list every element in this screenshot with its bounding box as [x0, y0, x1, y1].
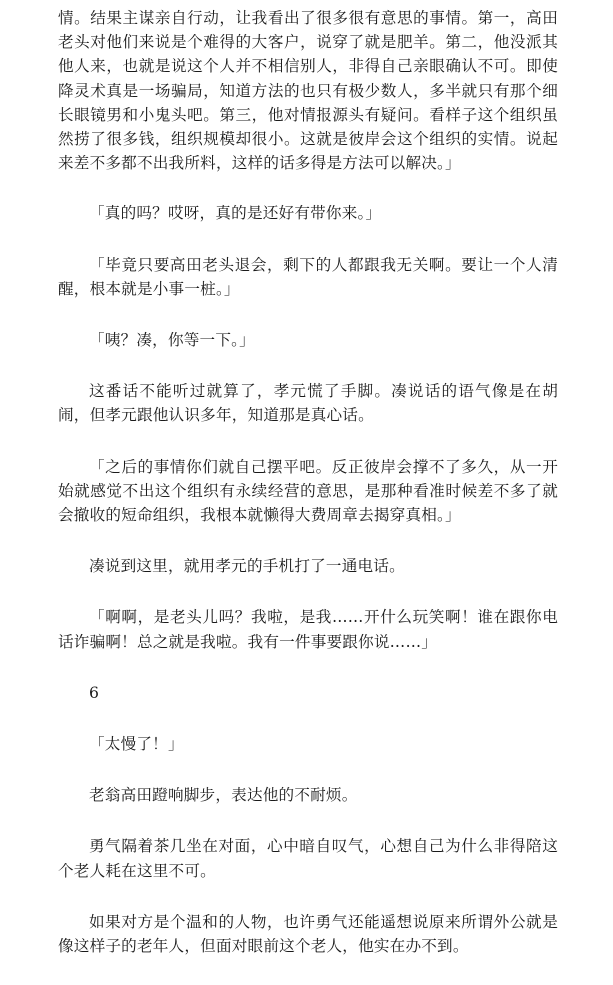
paragraph-3: 「毕竟只要高田老头退会，剩下的人都跟我无关啊。要让一个人清醒，根本就是小事一桩。」: [58, 255, 558, 298]
paragraph-1: 情。结果主谋亲自行动，让我看出了很多很有意思的事情。第一，高田老头对他们来说是个难得的大客户，说穿了就是肥羊。第二，他没派其他人来，也就是说这个人并不相信别人，非得自己亲眼确认不可。即使降灵术真是一场骗局，知道方法的也只有极少数人，多半就只有那个细长眼镜男和小鬼头吧。第三，他对情报源头有疑问。看样子这个组织虽然捞了很多钱，组织规模却很小。这就是彼岸会这个组织的实情。说起来差不多都不出我所料，这样的话多得是方法可以解决。」: [58, 9, 558, 173]
paragraph-8: 「啊啊，是老头儿吗？我啦，是我……开什么玩笑啊！谁在跟你电话诈骗啊！总之就是我啦。我有一件事要跟你说……」: [58, 608, 558, 651]
paragraph-6: 「之后的事情你们就自己摆平吧。反正彼岸会撑不了多久，从一开始就感觉不出这个组织有永续经营的意思，是那种看准时候差不多了就会撤收的短命组织，我根本就懒得大费周章去揭穿真相。」: [58, 457, 558, 525]
paragraph-4: 「咦？凑，你等一下。」: [89, 331, 255, 350]
document-page: [58, 6, 558, 985]
paragraph-7: 凑说到这里，就用孝元的手机打了一通电话。: [89, 557, 405, 576]
paragraph-10: 老翁高田蹬响脚步，表达他的不耐烦。: [89, 786, 358, 805]
paragraph-12: 如果对方是个温和的人物，也许勇气还能遥想说原来所谓外公就是像这样子的老年人，但面对眼前这个老人，他实在办不到。: [58, 912, 558, 956]
paragraph-2: 「真的吗？哎呀，真的是还好有带你来。」: [89, 204, 382, 223]
section-number: 6: [89, 683, 100, 702]
paragraph-9: 「太慢了！」: [89, 735, 184, 754]
paragraph-5: 这番话不能听过就算了，孝元慌了手脚。凑说话的语气像是在胡闹，但孝元跟他认识多年，知道那是真心话。: [58, 382, 558, 425]
paragraph-11: 勇气隔着茶几坐在对面，心中暗自叹气，心想自己为什么非得陪这个老人耗在这里不可。: [58, 837, 558, 880]
